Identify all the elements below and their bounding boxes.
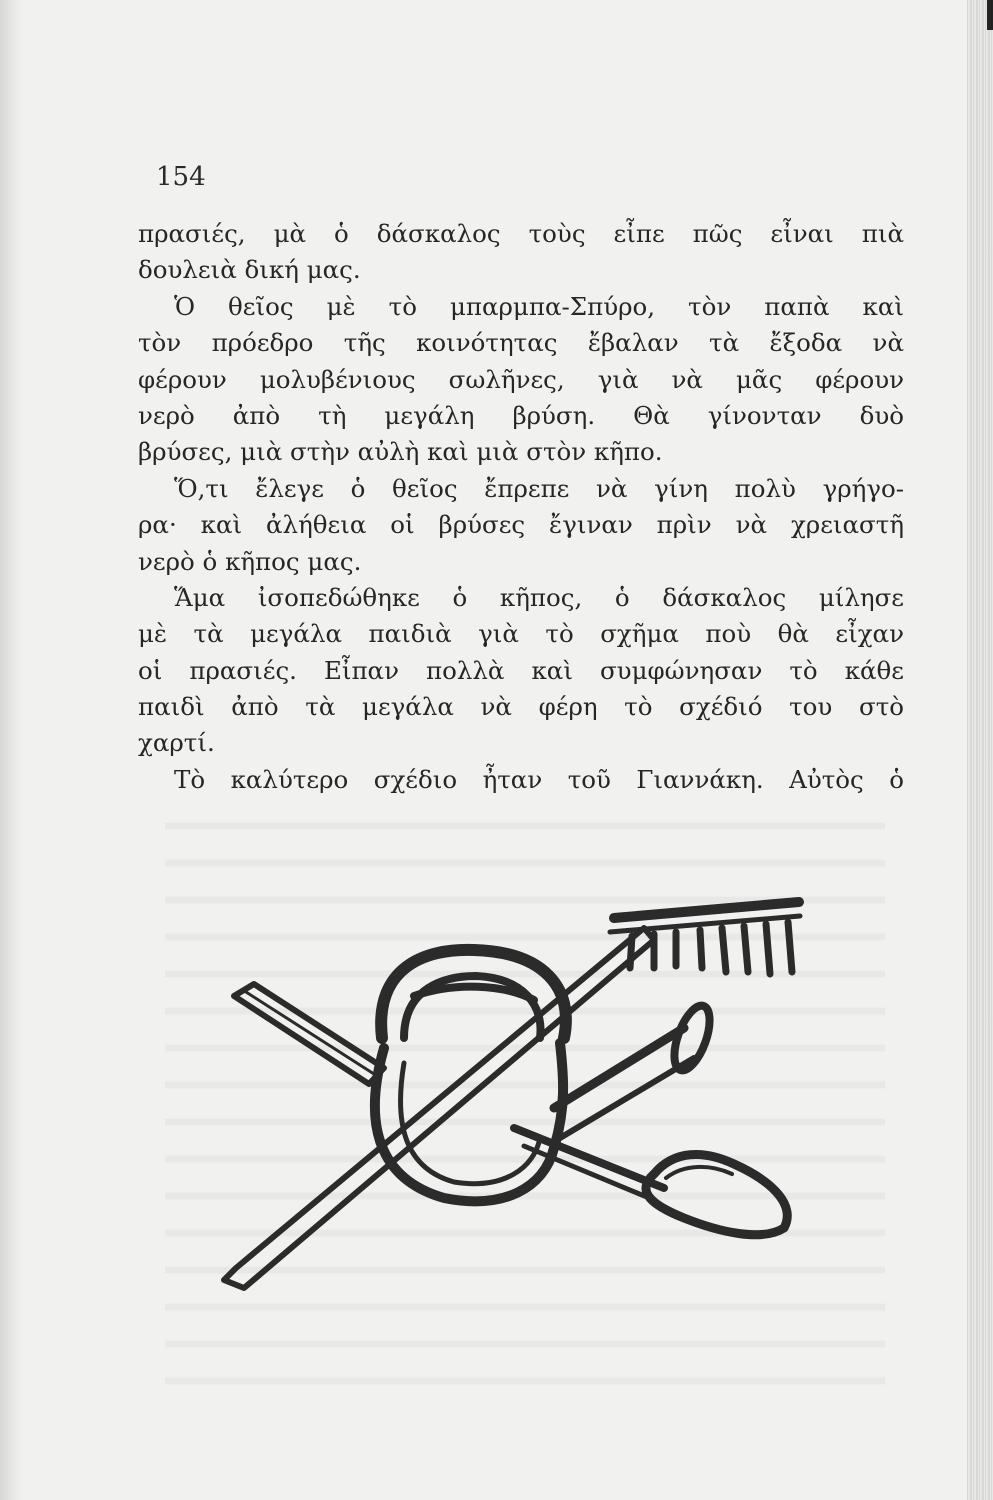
body-text (138, 216, 904, 798)
text-line: χαρτί. (138, 728, 215, 758)
text-line: βρύσες, μιὰ στὴν αὐλὴ καὶ μιὰ στὸν κῆπο. (138, 437, 663, 467)
text-line: μὲ τὰ μεγάλα παιδιὰ γιὰ τὸ σχῆμα ποὺ θὰ εἶχαν (138, 619, 904, 649)
page-number: 154 (156, 162, 206, 192)
text-line: Ὅ,τι ἔλεγε ὁ θεῖος ἔπρεπε νὰ γίνη πολὺ γρήγο- (174, 473, 904, 503)
text-line: τὸν πρόεδρο τῆς κοινότητας ἔβαλαν τὰ ἔξοδα νὰ (138, 328, 904, 358)
page-gutter-shadow (0, 0, 22, 1500)
text-line: Ἅμα ἰσοπεδώθηκε ὁ κῆπος, ὁ δάσκαλος μίλησε (174, 582, 904, 612)
text-line: οἱ πρασιές. Εἶπαν πολλὰ καὶ συμφώνησαν τὸ κάθε (138, 655, 904, 685)
text-line: δουλειὰ δική μας. (138, 255, 361, 285)
text-line: νερὸ ἀπὸ τὴ μεγάλη βρύση. Θὰ γίνονταν δυὸ (138, 400, 904, 430)
text-line: φέρουν μολυβένιους σωλῆνες, γιὰ νὰ μᾶς φέρουν (138, 364, 904, 394)
watering-can-icon (234, 950, 717, 1201)
page-edge (967, 0, 993, 1500)
text-line: πρασιές, μὰ ὁ δάσκαλος τοὺς εἶπε πῶς εἶναι πιὰ (138, 219, 904, 248)
text-line: ρα· καὶ ἀλήθεια οἱ βρύσες ἔγιναν πρὶν νὰ χρειαστῆ (138, 510, 904, 540)
text-line: Τὸ καλύτερο σχέδιο ἦταν τοῦ Γιαννάκη. Αὐτὸς ὁ (174, 764, 904, 794)
text-line: νερὸ ὁ κῆπος μας. (138, 546, 362, 576)
shovel-icon (514, 1128, 787, 1235)
garden-tools-illustration (214, 888, 814, 1298)
text-line: παιδὶ ἀπὸ τὰ μεγάλα νὰ φέρη τὸ σχέδιό του στὸ (138, 692, 904, 722)
text-line: Ὁ θεῖος μὲ τὸ μπαρμπα-Σπύρο, τὸν παπὰ καὶ (174, 291, 904, 321)
